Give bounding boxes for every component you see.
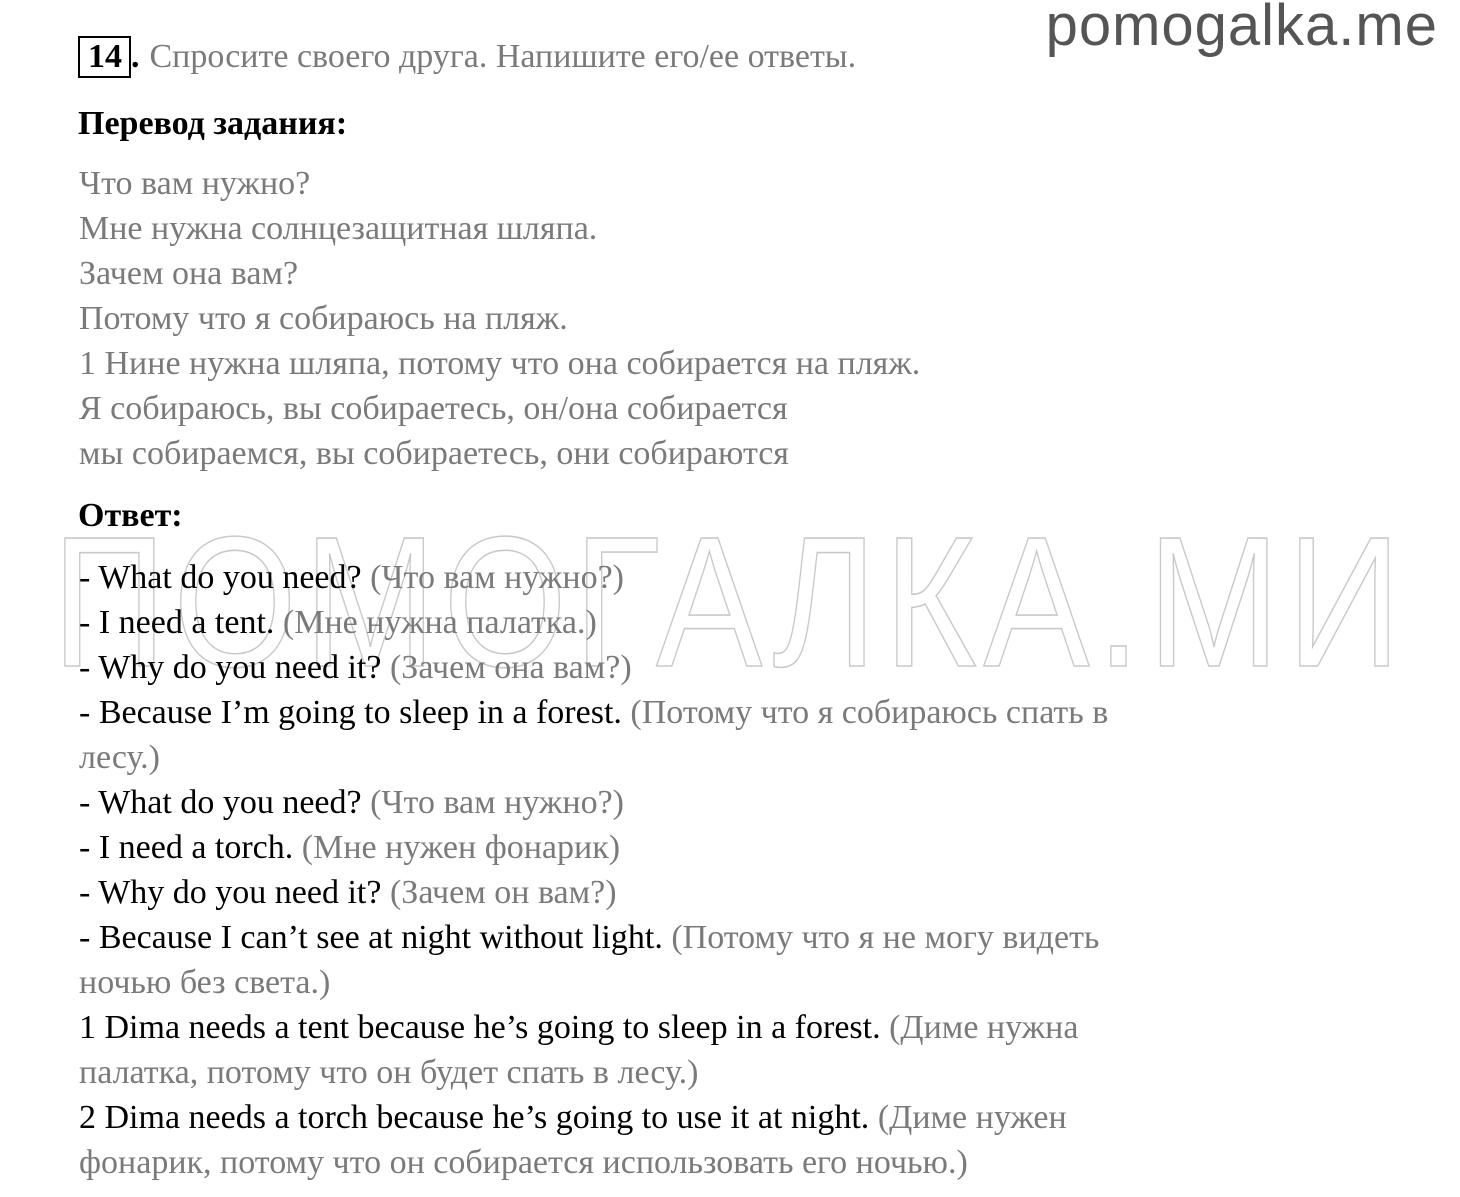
translation-line: Зачем она вам? [79, 255, 299, 292]
answer-english: - I need a tent. [79, 604, 275, 641]
answer-russian: (Зачем она вам?) [381, 649, 632, 686]
watermark-text: ПОМОГАЛКА.МИ [52, 500, 1408, 676]
answer-line [79, 870, 1299, 915]
task-number-dot: . [131, 38, 140, 75]
translation-line: Что вам нужно? [79, 165, 311, 202]
answer-russian: (Зачем он вам?) [381, 874, 617, 911]
answer-russian: (Что вам нужно?) [361, 784, 624, 821]
answer-russian: (Мне нужен фонарик) [293, 829, 621, 866]
answer-line [79, 825, 1299, 870]
task-instruction: Спросите своего друга. Напишите его/ее ответы. [149, 38, 857, 75]
answer-english: - What do you need? [79, 784, 362, 821]
answer-line [79, 690, 1299, 735]
answer-russian: (Потому что я собираюсь спать в [621, 694, 1109, 731]
answer-russian: (Диме нужен [869, 1099, 1067, 1136]
answer-russian: ночью без света.) [79, 964, 331, 1001]
answer-english: - Why do you need it? [79, 649, 382, 686]
translation-block [79, 161, 1299, 476]
answer-russian: палатка, потому что он будет спать в лесу.) [79, 1054, 699, 1091]
translation-line: Потому что я собираюсь на пляж. [79, 300, 568, 337]
answer-line [79, 1140, 1299, 1185]
answer-line [79, 915, 1299, 960]
answer-heading: Ответ: [78, 497, 183, 534]
task-header [78, 34, 856, 80]
translation-line: 1 Нине нужна шляпа, потому что она собирается на пляж. [79, 345, 921, 382]
answer-russian: (Потому что я не могу видеть [662, 919, 1100, 956]
answer-english: - Because I’m going to sleep in a forest. [79, 694, 622, 731]
translation-line: Я собираюсь, вы собираетесь, он/она собирается [79, 390, 788, 427]
answer-russian: (Что вам нужно?) [361, 559, 624, 596]
task-number: 14 [78, 36, 131, 78]
answer-line [79, 960, 1299, 1005]
answer-english: - What do you need? [79, 559, 362, 596]
answer-line [79, 600, 1299, 645]
translation-line: мы собираемся, вы собираетесь, они собираются [79, 435, 789, 472]
answer-line [79, 555, 1299, 600]
answer-english: - Because I can’t see at night without light. [79, 919, 663, 956]
answer-russian: (Мне нужна палатка.) [274, 604, 597, 641]
answer-line [79, 780, 1299, 825]
answer-line [79, 735, 1299, 780]
answer-line [79, 1095, 1299, 1140]
answer-line [79, 1005, 1299, 1050]
answer-block [79, 555, 1299, 1185]
answer-english: 1 Dima needs a tent because he’s going to sleep in a forest. [79, 1009, 881, 1046]
answer-russian: (Диме нужна [880, 1009, 1079, 1046]
answer-english: 2 Dima needs a torch because he’s going to use it at night. [79, 1099, 870, 1136]
site-logo: pomogalka.me [1045, 0, 1438, 58]
translation-line: Мне нужна солнцезащитная шляпа. [79, 210, 598, 247]
answer-line [79, 1050, 1299, 1095]
answer-english: - I need a torch. [79, 829, 294, 866]
answer-line [79, 645, 1299, 690]
answer-english: - Why do you need it? [79, 874, 382, 911]
answer-russian: лесу.) [79, 739, 160, 776]
answer-russian: фонарик, потому что он собирается использовать его ночью.) [79, 1144, 968, 1181]
translation-heading: Перевод задания: [78, 105, 348, 142]
